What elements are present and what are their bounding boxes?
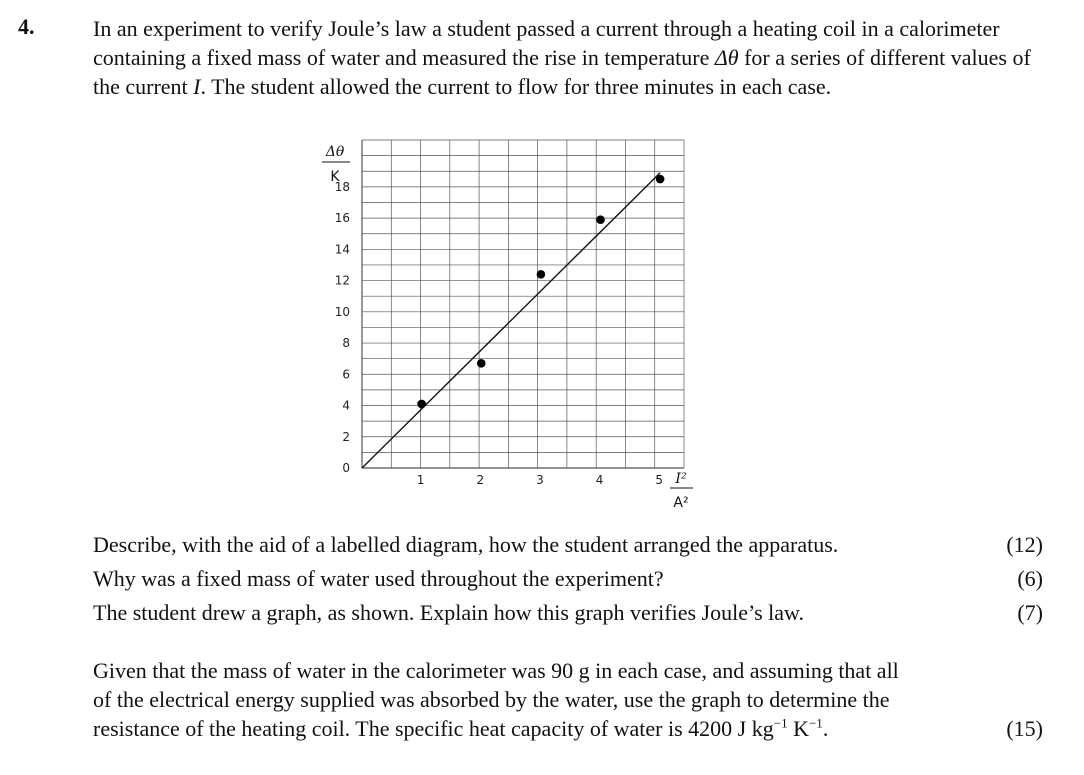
y-tick-label: 14 — [334, 242, 350, 257]
part-d-line-3 — [93, 714, 1043, 743]
data-point — [656, 175, 665, 184]
part-d-line-3-end: . — [822, 716, 829, 741]
best-fit-line — [362, 173, 660, 468]
y-tick-label: 16 — [334, 211, 350, 226]
kg-exponent: −1 — [773, 715, 788, 731]
part-a-text: Describe, with the aid of a labelled diagram, how the student arranged the apparatus. — [93, 532, 839, 557]
kelvin-exponent: −1 — [808, 715, 823, 731]
x-tick-label: 2 — [476, 473, 485, 487]
y-tick-label: 6 — [342, 367, 350, 382]
part-d-line-2: of the electrical energy supplied was absorbed by the water, use the graph to determine the — [93, 687, 890, 712]
joule-law-graph — [300, 135, 700, 520]
intro-text-1: In an experiment to verify Joule’s law a student passed a current through a heating coil in a calorimeter containing a fixed mass of water and measured the rise in temperature — [93, 16, 1000, 70]
current-symbol: I — [193, 74, 201, 99]
part-c-text: The student drew a graph, as shown. Explain how this graph verifies Joule’s law. — [93, 600, 804, 625]
y-tick-label: 18 — [334, 179, 350, 194]
question-intro — [93, 14, 1053, 101]
y-tick-label: 8 — [342, 336, 350, 351]
part-d-line-3-text: resistance of the heating coil. The specific heat capacity of water is 4200 J kg — [93, 716, 774, 741]
part-b-marks: (6) — [1017, 566, 1043, 591]
intro-text-3: . The student allowed the current to flow for three minutes in each case. — [200, 74, 832, 99]
part-d — [93, 656, 1043, 743]
data-point — [537, 270, 546, 279]
x-tick-label: 1 — [416, 473, 425, 487]
part-c-marks: (7) — [1017, 600, 1043, 625]
y-tick-label: 10 — [334, 304, 350, 319]
best-fit-line-group — [362, 173, 660, 468]
part-b-text: Why was a fixed mass of water used throughout the experiment? — [93, 566, 664, 591]
y-axis-label-quantity: Δθ — [325, 144, 345, 160]
y-tick-label: 4 — [342, 398, 350, 413]
part-a-marks: (12) — [1006, 532, 1043, 557]
part-d-marks: (15) — [1006, 716, 1043, 741]
y-axis-label-unit: K — [330, 169, 340, 185]
data-point — [477, 359, 486, 368]
part-d-line-1: Given that the mass of water in the calorimeter was 90 g in each case, and assuming that all — [93, 658, 899, 683]
y-axis-label — [322, 144, 350, 185]
data-point — [596, 215, 605, 224]
x-tick-label: 4 — [595, 473, 604, 487]
graph-grid — [362, 140, 684, 468]
y-tick-label: 0 — [342, 461, 350, 475]
delta-theta-symbol: Δθ — [714, 45, 739, 70]
intro-text-2: for a series of different values of the current — [93, 45, 1031, 99]
x-axis-label-unit: A² — [673, 495, 689, 511]
question-number: 4. — [18, 14, 35, 39]
y-tick-label: 2 — [342, 429, 350, 444]
x-axis-label-quantity: I² — [675, 471, 687, 487]
x-axis-label — [670, 471, 693, 511]
y-tick-label: 12 — [334, 273, 350, 288]
x-tick-label: 3 — [536, 473, 544, 487]
x-tick-label: 5 — [655, 473, 663, 487]
data-point — [417, 400, 426, 409]
kelvin-unit: K — [787, 716, 809, 741]
